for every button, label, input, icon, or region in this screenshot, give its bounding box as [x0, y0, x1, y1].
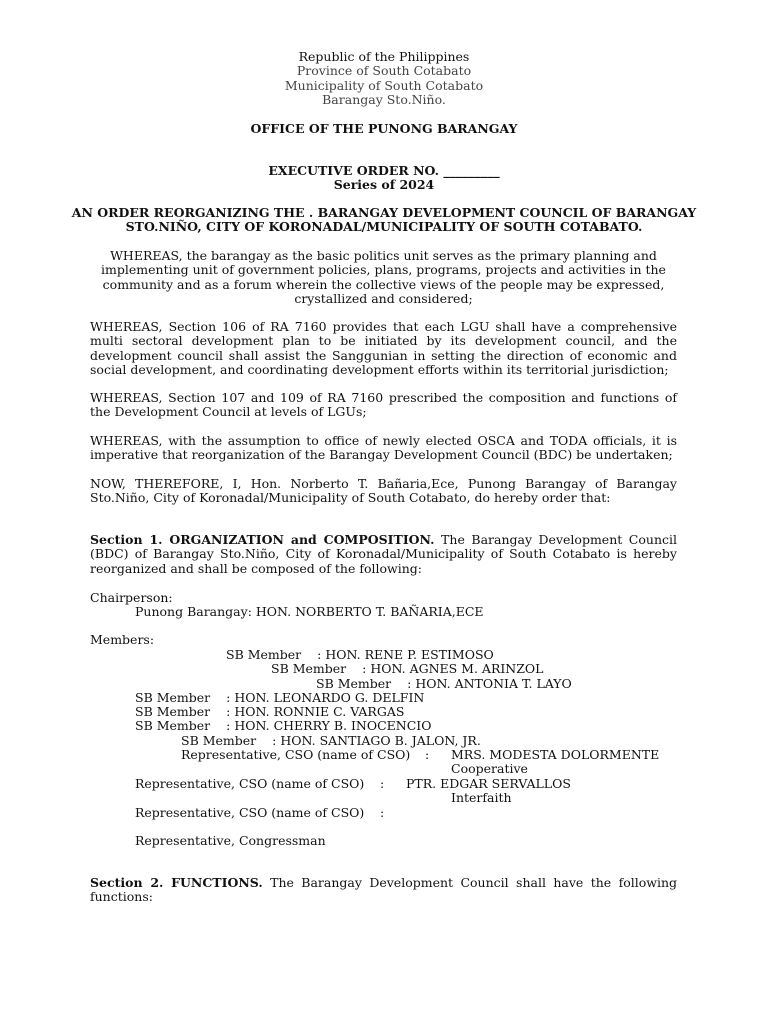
- section-1-text: The Barangay Development Council (BDC) of Barangay Sto.Niño, City of Koronadal/Municipality of South Cotabato is hereby reorganized and shall be composed of the following:: [90, 532, 677, 576]
- whereas-clause-1: WHEREAS, the barangay as the basic politics unit serves as the primary planning and implementing unit of government policies, plans, programs, projects and activities in the community and as a forum wherein the collective views of the people may be expressed, crystallized and considered;: [101, 248, 666, 307]
- cso-rep-org: Cooperative: [451, 761, 528, 776]
- member-role: SB Member: [181, 733, 257, 748]
- member-role: SB Member: [135, 690, 211, 705]
- cso-rep-colon: :: [425, 747, 430, 762]
- header-barangay: Barangay Sto.Niño.: [322, 92, 446, 107]
- order-title-line1: AN ORDER REORGANIZING THE . BARANGAY DEVELOPMENT COUNCIL OF BARANGAY: [71, 205, 697, 220]
- member-row: [271, 662, 543, 676]
- member-name: : HON. SANTIAGO B. JALON, JR.: [272, 733, 481, 748]
- now-therefore-clause: NOW, THEREFORE, I, Hon. Norberto T. Bañaria,Ece, Punong Barangay of Barangay Sto.Niño, City of Koronadal/Municipality of South Cotabato, do hereby order that:: [90, 476, 677, 506]
- member-name: : HON. RENE P. ESTIMOSO: [317, 647, 494, 662]
- header-municipality: Municipality of South Cotabato: [284, 78, 484, 93]
- members-label: Members:: [90, 632, 155, 647]
- whereas-clause-3: WHEREAS, Section 107 and 109 of RA 7160 prescribed the composition and functions of the Development Council at levels of LGUs;: [90, 390, 677, 420]
- member-name: : HON. RONNIE C. VARGAS: [226, 704, 405, 719]
- cso-rep-name: MRS. MODESTA DOLORMENTE: [451, 747, 660, 762]
- order-title-line2: STO.NIÑO, CITY OF KORONADAL/MUNICIPALITY OF SOUTH COTABATO.: [125, 219, 643, 234]
- member-role: SB Member: [316, 676, 392, 691]
- whereas-clause-2: WHEREAS, Section 106 of RA 7160 provides that each LGU shall have a comprehensive multi sectoral development plan to be initiated by its development council, and the development council shall assist the Sanggunian in setting the direction of economic and social development, and coordinating development efforts within its territorial jurisdiction;: [90, 319, 677, 378]
- section-1: [90, 533, 677, 576]
- member-name: : HON. ANTONIA T. LAYO: [407, 676, 572, 691]
- section-1-heading: Section 1. ORGANIZATION and COMPOSITION.: [90, 532, 435, 547]
- chairperson-label: Chairperson:: [90, 590, 173, 605]
- member-name: : HON. AGNES M. ARINZOL: [362, 661, 544, 676]
- member-role: SB Member: [135, 704, 211, 719]
- member-row: [135, 719, 431, 733]
- office-title: OFFICE OF THE PUNONG BARANGAY: [250, 121, 518, 136]
- section-2-text: The Barangay Development Council shall have the following functions:: [90, 875, 678, 905]
- section-2: [90, 876, 677, 905]
- member-name: : HON. CHERRY B. INOCENCIO: [226, 718, 432, 733]
- cso-rep-org: Interfaith: [451, 790, 512, 805]
- cso-rep-role: Representative, CSO (name of CSO): [181, 747, 411, 762]
- executive-order-number: EXECUTIVE ORDER NO. _________: [268, 163, 500, 178]
- cso-rep-role: Representative, CSO (name of CSO): [135, 776, 365, 791]
- cso-rep-colon: :: [380, 776, 385, 791]
- whereas-clause-4: WHEREAS, with the assumption to office of newly elected OSCA and TODA officials, it is imperative that reorganization of the Barangay Development Council (BDC) be undertaken;: [90, 433, 677, 463]
- member-role: SB Member: [226, 647, 302, 662]
- cso-rep-colon: :: [380, 805, 385, 820]
- header-province: Province of South Cotabato: [296, 63, 472, 78]
- cso-rep-role: Representative, CSO (name of CSO): [135, 805, 365, 820]
- member-role: SB Member: [135, 718, 211, 733]
- chairperson-value: Punong Barangay: HON. NORBERTO T. BAÑARIA,ECE: [135, 604, 484, 619]
- section-2-heading: Section 2. FUNCTIONS.: [90, 875, 263, 890]
- cso-rep-name: PTR. EDGAR SERVALLOS: [406, 776, 571, 791]
- member-role: SB Member: [271, 661, 347, 676]
- header-republic: Republic of the Philippines: [298, 49, 470, 64]
- congressman-rep: Representative, Congressman: [135, 833, 326, 848]
- member-name: : HON. LEONARDO G. DELFIN: [226, 690, 425, 705]
- series-year: Series of 2024: [333, 177, 435, 192]
